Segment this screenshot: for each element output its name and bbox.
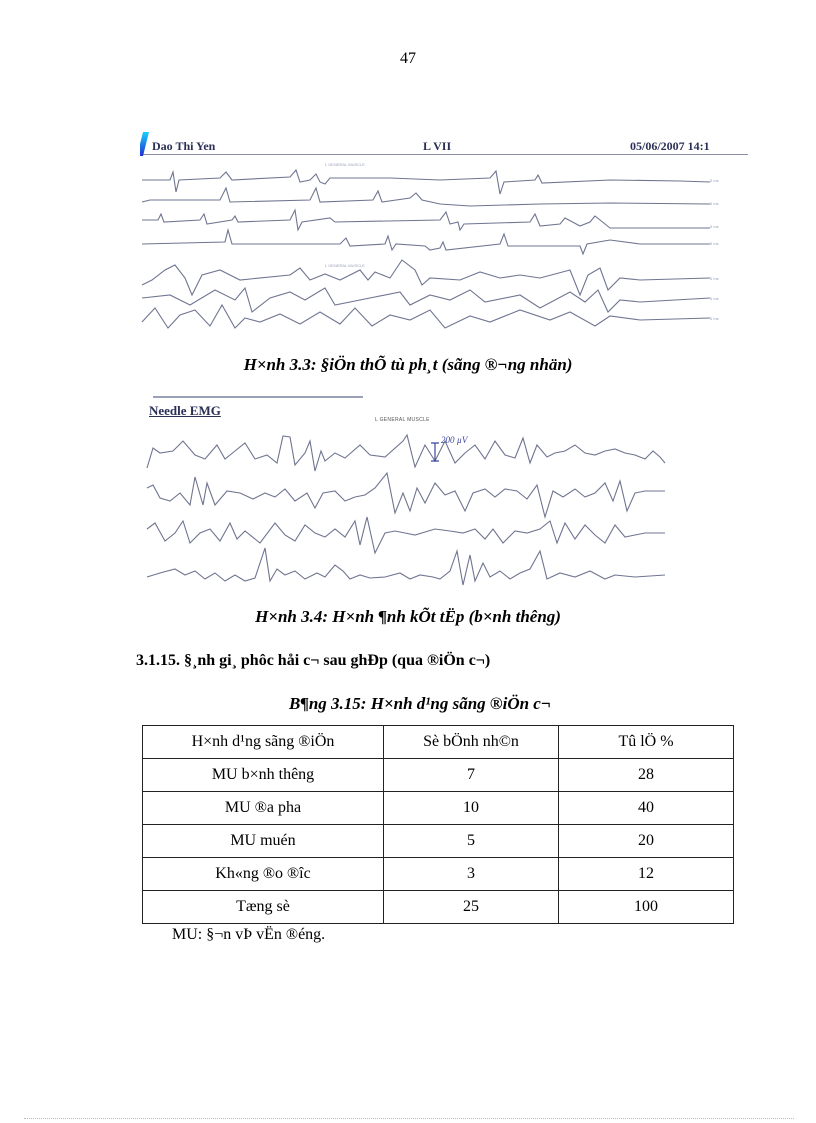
report-datetime: 05/06/2007 14:1 — [630, 139, 710, 153]
svg-text:5 ms: 5 ms — [710, 241, 719, 246]
svg-text:5 ms: 5 ms — [710, 178, 719, 183]
table-cell: Kh«ng ®o ®îc — [143, 858, 384, 891]
table-total-row — [143, 891, 734, 924]
figure-emg-interference — [145, 393, 730, 588]
table-cell: MU ®a pha — [143, 792, 384, 825]
table-cell: 5 — [384, 825, 559, 858]
svg-text:L GENERAL MUSCLE: L GENERAL MUSCLE — [325, 263, 365, 268]
table-cell: 100 — [559, 891, 734, 924]
page-number: 47 — [400, 50, 416, 67]
table-cell: 7 — [384, 759, 559, 792]
svg-text:5 ms: 5 ms — [710, 201, 719, 206]
header-cell: Tû lÖ % — [559, 726, 734, 759]
svg-text:5 ms: 5 ms — [710, 224, 719, 229]
table-cell: 20 — [559, 825, 734, 858]
emg-trace-interference — [145, 393, 730, 588]
table-cell: 12 — [559, 858, 734, 891]
table-row — [143, 759, 734, 792]
svg-text:5 ms: 5 ms — [710, 296, 719, 301]
scale-annotation: 200 µV — [441, 435, 468, 445]
table-cell: Tæng sè — [143, 891, 384, 924]
table-cell: 40 — [559, 792, 734, 825]
patient-name: Dao Thi Yen — [152, 139, 216, 153]
header-cell: Sè bÖnh nh©n — [384, 726, 559, 759]
table-row — [143, 792, 734, 825]
svg-text:5 ms: 5 ms — [710, 316, 719, 321]
emg-trace-spontaneous — [140, 130, 748, 332]
table-footnote: MU: §¬n vÞ vËn ®éng. — [172, 926, 326, 943]
table-cell: MU muén — [143, 825, 384, 858]
section-heading: 3.1.15. §¸nh gi¸ phôc håi c¬ sau ghÐp (qua ®iÖn c¬) — [136, 652, 491, 669]
muscle-subtitle: L GENERAL MUSCLE — [375, 417, 430, 423]
svg-text:5 ms: 5 ms — [710, 276, 719, 281]
table-caption: B¶ng 3.15: H×nh d¹ng sãng ®iÖn c¬ — [289, 694, 552, 713]
table-header-row — [143, 726, 734, 759]
table-row — [143, 858, 734, 891]
table-cell: 3 — [384, 858, 559, 891]
emg-waveform-table — [142, 725, 734, 924]
figure-3-4-caption: H×nh 3.4: H×nh ¶nh kÕt tËp (b×nh thêng) — [255, 607, 561, 626]
page-bottom-divider — [24, 1118, 794, 1120]
table-cell: MU b×nh thêng — [143, 759, 384, 792]
table-cell: 10 — [384, 792, 559, 825]
table-cell: 25 — [384, 891, 559, 924]
figure-emg-spontaneous — [140, 130, 748, 332]
scale-bar-icon — [431, 443, 439, 461]
table-cell: 28 — [559, 759, 734, 792]
figure-3-3-caption: H×nh 3.3: §iÖn thÕ tù ph¸t (sãng ®¬ng nhän) — [243, 355, 573, 374]
needle-emg-title: Needle EMG — [149, 403, 221, 418]
subtitle-top: L GENERAL MUSCLE — [325, 162, 365, 167]
header-cell: H×nh d¹ng sãng ®iÖn — [143, 726, 384, 759]
nerve-label: L VII — [423, 139, 452, 153]
table-row — [143, 825, 734, 858]
